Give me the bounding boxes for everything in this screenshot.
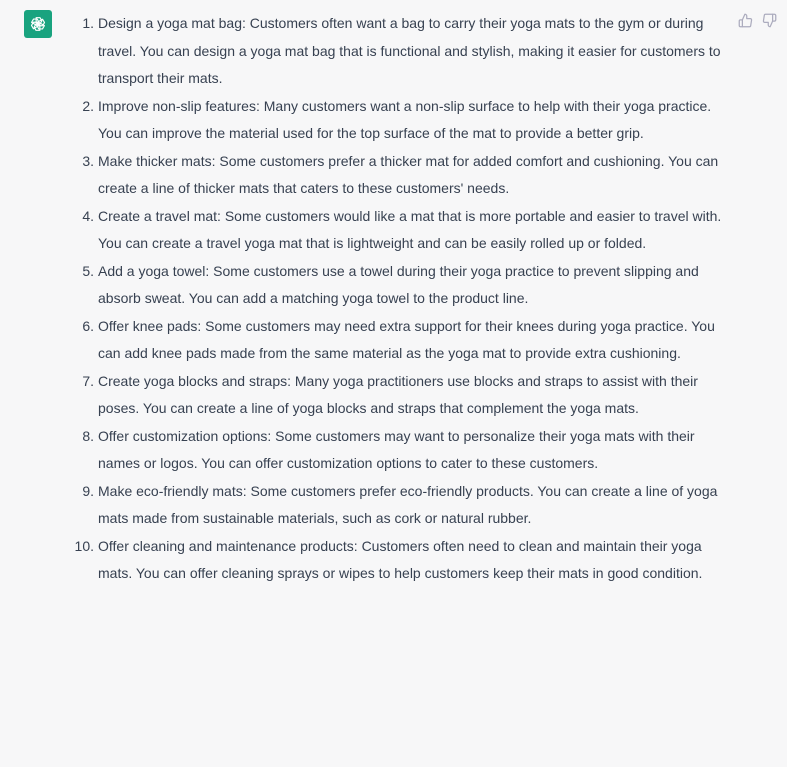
list-item bbox=[74, 533, 723, 588]
list-item bbox=[82, 93, 723, 148]
list-item-text: Offer cleaning and maintenance products: Customers often need to clean and maintain their yoga mats. You can offer cleaning sprays or wipes to help customers keep their mats in good condition. bbox=[98, 537, 703, 581]
list-item bbox=[82, 258, 723, 313]
list-item bbox=[82, 203, 723, 258]
openai-logo-icon bbox=[28, 14, 48, 34]
list-item bbox=[82, 478, 723, 533]
thumbs-up-button[interactable] bbox=[737, 12, 753, 28]
list-item-text: Make eco-friendly mats: Some customers prefer eco-friendly products. You can create a line of yoga mats made from sustainable materials, such as cork or natural rubber. bbox=[98, 482, 718, 526]
suggestion-list bbox=[74, 10, 723, 588]
list-item-text: Create yoga blocks and straps: Many yoga practitioners use blocks and straps to assist with their poses. You can create a line of yoga blocks and straps that complement the yoga mats. bbox=[98, 372, 698, 416]
list-item-text: Improve non-slip features: Many customers want a non-slip surface to help with their yoga practice. You can improve the material used for the top surface of the mat to provide a better grip. bbox=[98, 97, 712, 141]
assistant-avatar bbox=[24, 10, 52, 38]
feedback-buttons bbox=[737, 12, 777, 28]
list-item-text: Design a yoga mat bag: Customers often want a bag to carry their yoga mats to the gym or during travel. You can design a yoga mat bag that is functional and stylish, making it easier for customers to transport their mats. bbox=[98, 15, 721, 86]
list-item bbox=[82, 313, 723, 368]
list-item-text: Offer knee pads: Some customers may need extra support for their knees during yoga practice. You can add knee pads made from the same material as the yoga mat to provide extra cushioning. bbox=[98, 317, 715, 361]
list-item bbox=[82, 368, 723, 423]
thumbs-up-icon bbox=[738, 13, 753, 28]
list-item bbox=[82, 423, 723, 478]
list-item-number: 5. bbox=[82, 262, 94, 279]
list-item-number: 6. bbox=[82, 317, 94, 334]
list-item-number: 7. bbox=[82, 372, 94, 389]
list-item-text: Make thicker mats: Some customers prefer a thicker mat for added comfort and cushioning. You can create a line of thicker mats that caters to these customers' needs. bbox=[98, 152, 719, 196]
list-item-text: Offer customization options: Some customers may want to personalize their yoga mats with their names or logos. You can offer customization options to cater to these customers. bbox=[98, 427, 695, 471]
list-item-text: Create a travel mat: Some customers would like a mat that is more portable and easier to travel with. You can create a travel yoga mat that is lightweight and can be easily rolled up or folded. bbox=[98, 207, 722, 251]
list-item bbox=[82, 148, 723, 203]
list-item bbox=[82, 10, 723, 93]
list-item-text: Add a yoga towel: Some customers use a towel during their yoga practice to prevent slipping and absorb sweat. You can add a matching yoga towel to the product line. bbox=[98, 262, 699, 306]
list-item-number: 4. bbox=[82, 207, 94, 224]
list-item-number: 2. bbox=[82, 97, 94, 114]
list-item-number: 8. bbox=[82, 427, 94, 444]
list-item-number: 1. bbox=[82, 15, 94, 31]
list-item-number: 10. bbox=[74, 537, 94, 554]
thumbs-down-button[interactable] bbox=[761, 12, 777, 28]
thumbs-down-icon bbox=[762, 13, 777, 28]
list-item-number: 9. bbox=[82, 482, 94, 499]
list-item-number: 3. bbox=[82, 152, 94, 169]
